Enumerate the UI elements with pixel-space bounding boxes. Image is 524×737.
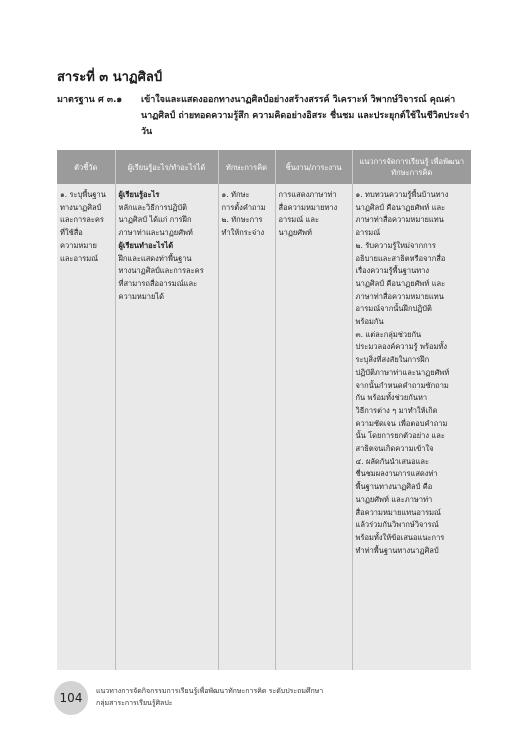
- do-text: ฝึกและแสดงท่าพื้นฐาน ทางนาฏศิลป์และการละคร ที่สามารถสื่ออารมณ์และ ความหมายได้: [118, 253, 204, 301]
- footer-text: [96, 685, 323, 709]
- footer-line-2: กลุ่มสาระการเรียนรู้ศิลปะ: [96, 699, 173, 707]
- footer-line-1: แนวทางการจัดกิจกรรมการเรียนรู้เพื่อพัฒนาทักษะการคิด ระดับประถมศึกษา: [96, 687, 324, 695]
- cell-indicator: [57, 184, 115, 670]
- table-header-row: [57, 150, 471, 184]
- header-indicator: ตัวชี้วัด: [57, 150, 115, 184]
- standard-block: [57, 92, 471, 140]
- standard-label: มาตรฐาน ศ ๓.๑: [57, 95, 123, 105]
- cell-learn: [115, 184, 218, 670]
- know-text: หลักและวิธีการปฏิบัติ นาฏศิลป์ ได้แก่ การฝึก ภาษาท่าและนาฏยศัพท์: [118, 202, 193, 238]
- indicator-text: ๑. ระบุพื้นฐาน ทางนาฏศิลป์ และการละคร ที่ใช้สื่อ ความหมาย และอารมณ์: [60, 190, 106, 263]
- standard-text: เข้าใจและแสดงออกทางนาฏศิลป์อย่างสร้างสรรค์ วิเคราะห์ วิพากษ์วิจารณ์ คุณค่านาฏศิลป์ ถ่ายทอดความรู้สึก ความคิดอย่างอิสระ ชื่นชม และประยุกต์ใช้ในชีวิตประจำวัน: [141, 95, 470, 137]
- table-row: [57, 184, 471, 670]
- page-number: 104: [59, 691, 83, 705]
- tasks-text: การแสดงภาษาท่า สื่อความหมายทาง อารมณ์ และ นาฏยศัพท์: [278, 190, 338, 238]
- skills-text: ๑. ทักษะ การตั้งคำถาม ๒. ทักษะการ ทำให้กระจ่าง: [221, 190, 266, 238]
- header-tasks: ชิ้นงาน/ภาระงาน: [275, 150, 352, 184]
- header-learn: ผู้เรียนรู้อะไร/ทำอะไรได้: [115, 150, 218, 184]
- cell-skills: [218, 184, 275, 670]
- approach-text: ๑. ทบทวนความรู้พื้นบ้านทาง นาฏศิลป์ คือนาฏยศัพท์ และ ภาษาท่าสื่อความหมายแทน อารมณ์ ๒. รับความรู้ใหม่จากการ อธิบายและสาธิตหรือจากสื่อ เรื่องความรู้พื้นฐานทาง นาฏศิลป์ คือนาฏยศัพท์ และ ภาษาท่าสื่อความหมายแทน อารมณ์จากนั้นฝึกปฏิบัติ พร้อมกัน ๓. แต่ละกลุ่มช่วยกัน ประมวลองค์ความรู้ พร้อมทั้ง ระบุสิ่งที่สงสัยในการฝึก ปฏิบัติภาษาท่าและนาฏยศัพท์ จากนั้นกำหนดคำถามซักถาม กัน พร้อมทั้งช่วยกันหา วิธีการต่าง ๆ มาทำให้เกิด ความชัดเจน เพื่อตอบคำถาม นั้น โดยการยกตัวอย่าง และ สาธิตจนเกิดความเข้าใจ ๔. ผลัดกันนำเสนอและ ชื่นชมผลงานการแสดงท่า พื้นฐานทางนาฏศิลป์ คือ นาฏยศัพท์ และภาษาท่า สื่อความหมายแทนอารมณ์ แล้วร่วมกันวิพากษ์วิจารณ์ พร้อมทั้งให้ข้อเสนอแนะการ ทำท่าพื้นฐานทางนาฏศิลป์: [355, 190, 450, 555]
- header-skills: ทักษะการคิด: [218, 150, 275, 184]
- cell-tasks: [275, 184, 352, 670]
- cell-approach: [352, 184, 471, 670]
- section-title: สาระที่ ๓ นาฏศิลป์: [57, 70, 163, 85]
- page-number-badge: [54, 681, 88, 715]
- know-heading: ผู้เรียนรู้อะไร: [118, 190, 160, 199]
- do-heading: ผู้เรียนทำอะไรได้: [118, 240, 174, 250]
- indicator-table: [57, 150, 471, 670]
- header-approach: แนวการจัดการเรียนรู้ เพื่อพัฒนาทักษะการคิด: [352, 150, 471, 184]
